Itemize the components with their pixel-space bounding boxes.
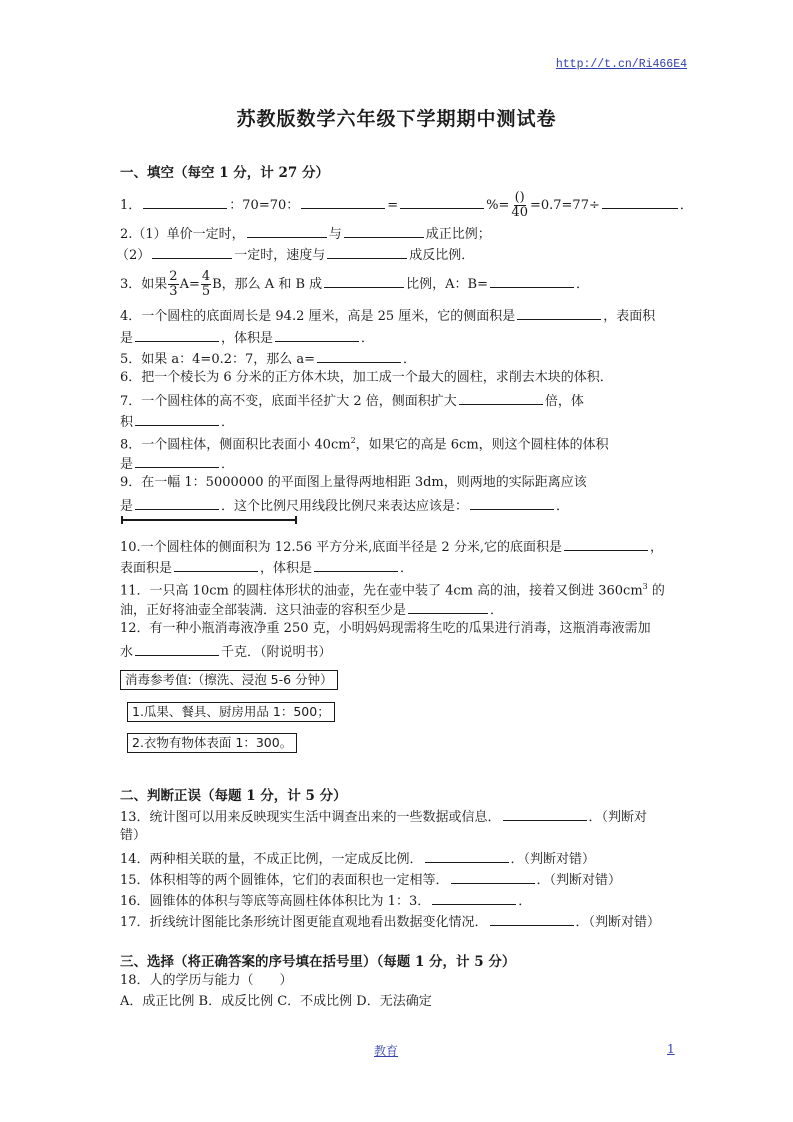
page-title: 苏教版数学六年级下学期期中测试卷 bbox=[236, 108, 557, 130]
footer-center-link[interactable]: 教育 bbox=[374, 1044, 399, 1058]
answer-blank[interactable] bbox=[490, 911, 574, 926]
question-8-line1: 8．一个圆柱体，侧面积比表面小 $40cm^2$，如果它的高是 6cm，则这个圆柱体的体积 bbox=[120, 436, 609, 453]
answer-blank[interactable] bbox=[602, 194, 678, 209]
fraction: $\frac{()}{40}$ bbox=[511, 190, 528, 220]
question-7-line1: 7．一个圆柱体的高不变，底面半径扩大 2 倍，侧面积扩大 倍，体 bbox=[120, 390, 680, 411]
question-4-line1: 4．一个圆柱的底面周长是 94.2 厘米，高是 25 厘米，它的侧面积是 ，表面积 bbox=[120, 305, 680, 326]
question-11-line1: 11．一只高 10cm 的圆柱体形状的油壶，先在壶中装了 4cm 高的油，接着又倒进 $360cm^3$ 的 bbox=[120, 582, 665, 599]
answer-blank[interactable] bbox=[317, 348, 401, 363]
question-9-line1: 9．在一幅 1：5000000 的平面图上量得两地相距 3dm，则两地的实际距离应该 bbox=[120, 475, 587, 490]
answer-blank[interactable] bbox=[327, 244, 407, 259]
answer-blank[interactable] bbox=[275, 327, 359, 342]
answer-blank[interactable] bbox=[564, 536, 648, 551]
question-12-line1: 12．有一种小瓶消毒液净重 250 克，小明妈妈现需将生吃的瓜果进行消毒，这瓶消毒液需加 bbox=[120, 621, 651, 636]
answer-blank[interactable] bbox=[152, 244, 232, 259]
question-12-line2: 水 千克．（附说明书） bbox=[120, 641, 680, 662]
question-8-line2: 是 ． bbox=[120, 453, 680, 474]
question-7-line2: 积 ． bbox=[120, 411, 680, 432]
answer-blank[interactable] bbox=[135, 495, 219, 510]
answer-blank[interactable] bbox=[135, 453, 219, 468]
question-14: 14．两种相关联的量，不成正比例，一定成反比例． ．（判断对错） bbox=[120, 848, 680, 869]
question-10-line2: 表面积是 ，体积是 ． bbox=[120, 557, 680, 578]
answer-blank[interactable] bbox=[344, 223, 424, 238]
question-5: 5．如果 a：4=0.2：7，那么 a= ． bbox=[120, 348, 680, 369]
scale-bar-line bbox=[122, 519, 296, 521]
question-2-part2: （2） 一定时，速度与 成反比例． bbox=[116, 244, 676, 265]
question-9-line2: 是 ．这个比例尺用线段比例尺来表达应该是： ． bbox=[120, 495, 680, 516]
answer-blank[interactable] bbox=[470, 495, 554, 510]
question-18: 18．人的学历与能力（ ） bbox=[120, 973, 293, 988]
section1-heading: 一、填空（每空 1 分，计 27 分） bbox=[120, 165, 329, 181]
question-3: 3．如果 $\frac{2}{3}$ A= $\frac{4}{5}$ B，那么 A 和 B 成 比例，A：B= ． bbox=[120, 269, 590, 299]
answer-blank[interactable] bbox=[432, 890, 516, 905]
header-url[interactable]: http://t.cn/Ri466E4 bbox=[555, 58, 687, 71]
answer-blank[interactable] bbox=[408, 599, 488, 614]
question-17: 17．折线统计图能比条形统计图更能直观地看出数据变化情况． ．（判断对错） bbox=[120, 911, 680, 932]
question-18-options: A．成正比例 B．成反比例 C．不成比例 D．无法确定 bbox=[120, 994, 432, 1009]
section3-heading: 三、选择（将正确答案的序号填在括号里）（每题 1 分，计 5 分） bbox=[120, 954, 516, 970]
question-4-line2: 是 ，体积是 ． bbox=[120, 327, 680, 348]
section2-heading: 二、判断正误（每题 1 分，计 5 分） bbox=[120, 788, 347, 804]
answer-blank[interactable] bbox=[459, 390, 543, 405]
manual-title-box: 消毒参考值:（擦洗、浸泡 5-6 分钟） bbox=[120, 670, 338, 690]
question-15: 15．体积相等的两个圆锥体，它们的表面积也一定相等． ．（判断对错） bbox=[120, 869, 680, 890]
answer-blank[interactable] bbox=[503, 806, 587, 821]
answer-blank[interactable] bbox=[425, 848, 509, 863]
page-number: 1 bbox=[667, 1042, 675, 1056]
question-10-line1: 10.一个圆柱体的侧面积为 12.56 平方分米,底面半径是 2 分米,它的底面积是 ， bbox=[120, 536, 680, 557]
answer-blank[interactable] bbox=[135, 411, 219, 426]
question-1: 1． ：70=70： = %= $\frac{()}{40}$ =0.7=77÷ ． bbox=[120, 190, 693, 220]
question-13-line1: 13．统计图可以用来反映现实生活中调查出来的一些数据或信息． ．（判断对 bbox=[120, 806, 680, 827]
question-16: 16．圆锥体的体积与等底等高圆柱体体积比为 1：3． ． bbox=[120, 890, 680, 911]
question-11-line2: 油，正好将油壶全部装满．这只油壶的容积至少是 ． bbox=[120, 599, 680, 620]
answer-blank[interactable] bbox=[174, 557, 258, 572]
answer-blank[interactable] bbox=[135, 327, 219, 342]
answer-blank[interactable] bbox=[143, 194, 227, 209]
answer-blank[interactable] bbox=[324, 273, 404, 288]
manual-item-2-box: 2.衣物有物体表面 1：300。 bbox=[127, 733, 297, 753]
answer-blank[interactable] bbox=[400, 194, 484, 209]
answer-blank[interactable] bbox=[247, 223, 327, 238]
fraction: $\frac{4}{5}$ bbox=[201, 269, 211, 299]
answer-blank[interactable] bbox=[135, 641, 219, 656]
manual-item-1-box: 1.瓜果、餐具、厨房用品 1：500； bbox=[127, 702, 335, 722]
question-13-line2: 错） bbox=[120, 828, 147, 843]
answer-blank[interactable] bbox=[490, 273, 574, 288]
answer-blank[interactable] bbox=[517, 305, 601, 320]
answer-blank[interactable] bbox=[314, 557, 398, 572]
answer-blank[interactable] bbox=[301, 194, 385, 209]
fraction: $\frac{2}{3}$ bbox=[169, 269, 178, 299]
answer-blank[interactable] bbox=[451, 869, 535, 884]
question-6: 6．把一个棱长为 6 分米的正方体木块，加工成一个最大的圆柱，求削去木块的体积． bbox=[120, 370, 613, 385]
question-2-part1: 2.（1）单价一定时， 与 成正比例； bbox=[120, 223, 680, 244]
